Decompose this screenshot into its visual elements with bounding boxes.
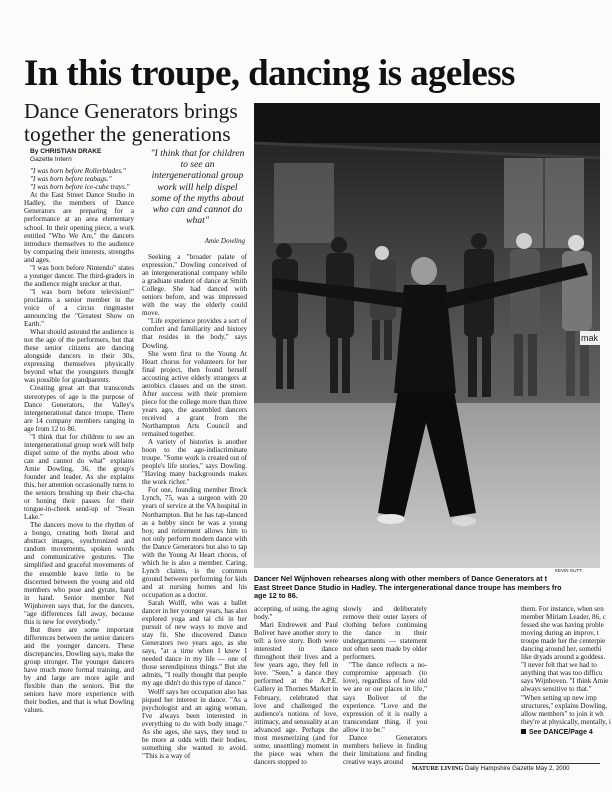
- caption-line: age 12 to 86.: [254, 591, 298, 601]
- text-line: always sensitive to that.": [521, 685, 592, 694]
- paragraph: "I was born before Rollerblades.": [30, 167, 126, 176]
- footer-date: May 2, 2000: [535, 765, 570, 772]
- article-column-1: [24, 148, 134, 714]
- photo-caption: [254, 575, 600, 601]
- article-column-2: [142, 253, 247, 760]
- caption-line: Dancer Nel Wijnhoven rehearses along with other members of Dance Generators at t: [254, 574, 548, 583]
- paragraph: For one, founding member Brock Lynch, 75, was a surgeon with 20 years of service at the VA hospital in Northampton. But he has tap-danced as a hobby since he was a young boy, and retirement allows him to not only perform modern dance with the Dance Generators but also to tap with the Young At Heart chorus, of which he is also a member. Caring, Lynch claims, is the common ground between performing for kids and at nursing homes and his occupation as a doctor.: [142, 486, 247, 599]
- paragraph: "I think that for children to see an intergenerational group work will help dispel some of the myths about who can and cannot do what" explains Amie Dowling, 36, the group's founder and leader. As she explains this, her attention occasionally turns to the seniors brushing up their cha-cha or honing their passes for their tongue-in-cheek send-up of "Swan Lake.": [24, 432, 134, 522]
- text-line: "I never felt that we had to: [521, 661, 597, 670]
- paragraph: A variety of histories is another boon to the age-indiscriminate troupe. "Some work is created out of people's life stories," says Dowling. "Having many backgrounds makes the work richer.": [142, 438, 247, 487]
- article-column-5: [521, 605, 611, 737]
- photo-credit: KEVIN GUTT: [555, 568, 583, 573]
- text-line: like dryads around a goddess.: [521, 653, 606, 662]
- paragraph: At the East Street Dance Studio in Hadley, the members of Dance Generators are preparing for a performance at an area elementary school. In their opening piece, a work entitled "Who We Are," the dancers introduce themselves to the audience by comparing their interests, strengths and ages.: [24, 191, 134, 264]
- text-line: moving during an improv, t: [521, 629, 599, 638]
- paragraph: "The dance reflects a no-compromise approach (to love), regardless of how old we are or our places in life," says Boliver of the experience. "Love and the expression of it is really a transcendant thing, if you allow it to be.": [343, 661, 427, 734]
- paragraph: Sarah Wolff, who was a ballet dancer in her younger years, has also explored yoga and tai chi in her pursuit of new ways to move and stay fit. She discovered Dance Generators two years ago, as she says, "at a time when I knew I needed dance in my life — one of those serendipitous things." But she admits, "I really thought that people my age didn't do this type of dance.": [142, 599, 247, 688]
- text-line: "When setting up new imp: [521, 693, 597, 702]
- paragraph: "I was born before television!" proclaims a senior member in the voice of a circus ringmaster announcing the "Greatest Show on Earth.": [24, 287, 134, 329]
- text-line: they're at physically, mentally, i: [521, 717, 611, 726]
- subheadline: Dance Generators brings together the generations: [24, 99, 238, 146]
- paragraph: But there are some important differences between the senior dancers and the younger dancers. These discrepancies, Dowling says, make the group stronger. The younger dancers have much more formal training, and by and large are more agile and flexible than the seniors. But the seniors have more experience with their bodies, and that is what Dowling values.: [24, 625, 134, 715]
- text-line: fessed she was having proble: [521, 621, 604, 630]
- paragraph: "I was born before teabags.": [30, 175, 112, 184]
- paragraph: Wolff says her occupation also has piqued her interest in dance. "As a psychologist and an aging woman, I've always been interested in everything to do with body image." As she ages, she says, they tend to be more at odds with their bodies, something she wanted to avoid. "This is a way of: [142, 687, 247, 760]
- article-column-4: [343, 605, 427, 766]
- paragraph: Creating great art that transcends stereotypes of age is the purpose of Dance Generators, the Valley's intergenerational dance troupe. There are 14 company members ranging in age from 12 to 86.: [24, 384, 134, 433]
- continued-jump: [521, 729, 600, 737]
- article-column-3: [254, 605, 338, 766]
- page-footer: [412, 763, 600, 773]
- jump-text: See DANCE/Page 4: [529, 728, 593, 736]
- paragraph: "I was born before ice-cube trays.": [30, 183, 130, 192]
- byline: By CHRISTIAN DRAKE: [30, 148, 102, 155]
- headline: In this troupe, dancing is ageless: [24, 53, 515, 94]
- paragraph: "I was born before Nintendo" states a younger dancer. The third-graders in the audience might snicker at that.: [24, 263, 134, 288]
- paragraph: Seeking a "broader palate of expression," Dowling conceived of an intergenerational company while a graduate student of dance at Smith College. She had danced with seniors before, and was impressed with the way the elderly could move.: [142, 253, 247, 318]
- square-bullet-icon: [521, 729, 526, 734]
- byline-role: Gazette Intern: [30, 155, 72, 163]
- paragraph: accepting, of using, the aging body.": [254, 605, 338, 622]
- text-line: dancing around her, somethi: [521, 645, 602, 654]
- paragraph: slowly and deliberately remove their outer layers of clothing before continuing the dance in their undergarments — statement not often seen made by older performers.: [343, 605, 427, 662]
- pull-quote: "I think that for children to see an intergenerational group work will help dispel some of the myths about who can and cannot do what": [150, 148, 245, 227]
- paragraph: What should astound the audience is not the age of the performers, but that these senior citizens are dancing alongside dancers in their 30s, expressing themselves physically beyond what the youngsters thought was possible for grandparents.: [24, 328, 134, 385]
- text-line: structures," explains Dowling,: [521, 701, 608, 710]
- text-line: them. For instance, when sen: [521, 605, 604, 613]
- rehearsal-photo: [254, 103, 600, 568]
- photo-sign-text: mak: [581, 333, 599, 343]
- paragraph: Mari Endreweit and Paul Boliver have another story to tell: a love story. Both were interested in dance throughout their lives and a few years ago, they fell in love. "Seen," a dance they performed at the A.P.E. Gallery in Thornes Market in February, celebrated that love and challenged the audience's notions of love, intimacy, and sensuality at an advanced age. Perhaps the most mesmerizing (and for some, unsettling) moment in the piece was when the dancers stopped to: [254, 621, 338, 766]
- text-line: says Wijnhoven. "I think Amie: [521, 677, 609, 686]
- paragraph: Dance Generators members believe in finding their limitations and finding creative ways around: [343, 733, 427, 766]
- pull-quote-attribution: Amie Dowling: [204, 237, 245, 245]
- footer-section: MATURE LIVING: [412, 765, 464, 772]
- text-line: troupe made her the centerpie: [521, 637, 606, 646]
- text-line: allow members" to join it wh: [521, 709, 604, 718]
- paragraph: "Life experience provides a sort of comfort and familiarity and history that resides in the body," says Dowling.: [142, 317, 247, 350]
- paragraph: The dancers move to the rhythm of a bongo, creating both literal and abstract images, synchronized and random movements, spoken words and communicative gestures. The simplified and graceful movements of the ensemble leave little to be discerned between the young and old members who pose and gyrate, hand in hand. Senior member Nel Wijnhoven says that, for the dancers, "age differences fall away, because this is new for everybody.": [24, 521, 134, 626]
- text-line: member Miriam Leader, 86, c: [521, 613, 606, 622]
- paragraph: She went first to the Young At Heart chorus for volunteers for her final project, then found herself accosting active elderly strangers at aerobics classes and on the street. After success with their premiere piece for the college more than three years ago, the assembled dancers received a grant from the Northampton Arts Council and remained together.: [142, 349, 247, 439]
- caption-line: East Street Dance Studio in Hadley. The intergenerational dance troupe has members fro: [254, 582, 562, 592]
- text-line: anything that was too difficu: [521, 669, 603, 678]
- rehearsal-photo-illustration: [254, 103, 600, 568]
- footer-paper: Daily Hampshire Gazette: [465, 765, 534, 772]
